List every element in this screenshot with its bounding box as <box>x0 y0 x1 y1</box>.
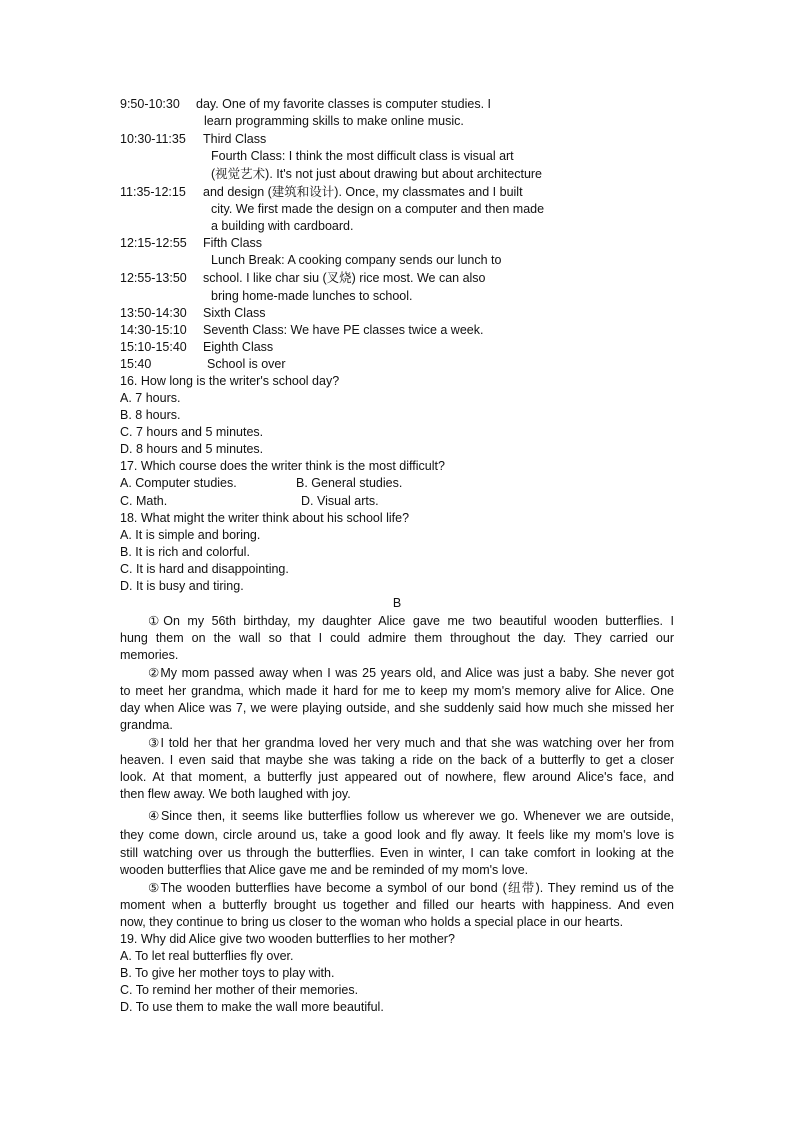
option-b: B. To give her mother toys to play with. <box>120 966 335 980</box>
option-c: C. To remind her mother of their memories. <box>120 983 359 997</box>
time-slot: 9:50-10:30 <box>120 97 180 111</box>
question-stem: 19. Why did Alice give two wooden butterflies to her mother? <box>120 932 455 946</box>
option-b: B. General studies. <box>296 476 403 490</box>
schedule-text: School is over <box>207 357 286 371</box>
section-heading: B <box>392 596 402 610</box>
paragraph-line: wooden butterflies that Alice gave me and be reminded of my mom's love. <box>120 863 529 877</box>
schedule-text: Eighth Class <box>203 340 274 354</box>
paragraph-line: day when Alice was 7, we were playing outside, and she suddenly said how much she missed her <box>120 701 674 715</box>
paragraph-line: look. At that moment, a butterfly just appeared out of nowhere, flew around Alice's face, and <box>120 770 674 784</box>
option-d: D. 8 hours and 5 minutes. <box>120 442 264 456</box>
option-d: D. Visual arts. <box>301 494 379 508</box>
schedule-text: Lunch Break: A cooking company sends our lunch to <box>211 253 502 267</box>
paragraph-line: ②My mom passed away when I was 25 years old, and Alice was just a baby. She never got <box>148 666 674 680</box>
question-stem: 18. What might the writer think about his school life? <box>120 511 410 525</box>
question-stem: 16. How long is the writer's school day? <box>120 374 340 388</box>
paragraph-line: they come down, circle around us, take a good look and fly away. It feels like my mom's love is <box>120 828 674 842</box>
paragraph-line: memories. <box>120 648 179 662</box>
paragraph-line: ③I told her that her grandma loved her very much and that she was watching over her from <box>148 736 674 750</box>
schedule-text: city. We first made the design on a computer and then made <box>211 202 545 216</box>
time-slot: 13:50-14:30 <box>120 306 187 320</box>
option-d: D. To use them to make the wall more beautiful. <box>120 1000 384 1014</box>
time-slot: 12:15-12:55 <box>120 236 187 250</box>
schedule-text: (视觉艺术). It's not just about drawing but about architecture <box>211 167 543 181</box>
time-slot: 15:10-15:40 <box>120 340 187 354</box>
schedule-text: Sixth Class <box>203 306 266 320</box>
paragraph-line: moment when a butterfly brought us together and filled our hearts with happiness. And even <box>120 898 674 912</box>
paragraph-line: hung them on the wall so that I could admire them throughout the day. They carried our <box>120 631 674 645</box>
schedule-text: Fourth Class: I think the most difficult class is visual art <box>211 149 514 163</box>
schedule-text: bring home-made lunches to school. <box>211 289 413 303</box>
paragraph-line: heaven. I even said that maybe she was taking a ride on the back of a butterfly to get a closer <box>120 753 674 767</box>
option-a: A. Computer studies. <box>120 476 237 490</box>
paragraph-line: ⑤The wooden butterflies have become a symbol of our bond (纽带). They remind us of the <box>148 881 674 895</box>
time-slot: 11:35-12:15 <box>120 185 186 199</box>
paragraph-line: now, they continue to bring us closer to the woman who holds a special place in our hearts. <box>120 915 624 929</box>
schedule-text: a building with cardboard. <box>211 219 354 233</box>
option-d: D. It is busy and tiring. <box>120 579 244 593</box>
option-c: C. 7 hours and 5 minutes. <box>120 425 264 439</box>
schedule-text: Fifth Class <box>203 236 263 250</box>
schedule-text: Third Class <box>203 132 267 146</box>
schedule-text: school. I like char siu (叉烧) rice most. We can also <box>203 271 486 285</box>
paragraph-line: then flew away. We both laughed with joy. <box>120 787 351 801</box>
schedule-text: learn programming skills to make online music. <box>204 114 464 128</box>
question-stem: 17. Which course does the writer think is the most difficult? <box>120 459 445 473</box>
option-c: C. Math. <box>120 494 168 508</box>
option-c: C. It is hard and disappointing. <box>120 562 289 576</box>
option-a: A. To let real butterflies fly over. <box>120 949 294 963</box>
paragraph-line: still watching over us through the butterflies. Even in winter, I can take comfort in looking at the <box>120 846 674 860</box>
schedule-text: Seventh Class: We have PE classes twice a week. <box>203 323 484 337</box>
time-slot: 15:40 <box>120 357 152 371</box>
schedule-text: day. One of my favorite classes is computer studies. I <box>196 97 492 111</box>
time-slot: 10:30-11:35 <box>120 132 186 146</box>
time-slot: 12:55-13:50 <box>120 271 187 285</box>
schedule-text: and design (建筑和设计). Once, my classmates and I built <box>203 185 523 199</box>
option-a: A. 7 hours. <box>120 391 181 405</box>
option-a: A. It is simple and boring. <box>120 528 261 542</box>
option-b: B. 8 hours. <box>120 408 181 422</box>
paragraph-line: ①On my 56th birthday, my daughter Alice gave me two beautiful wooden butterflies. I <box>148 614 674 628</box>
time-slot: 14:30-15:10 <box>120 323 187 337</box>
paragraph-line: grandma. <box>120 718 173 732</box>
paragraph-line: to meet her grandma, which made it hard for me to keep my mom's memory alive for Alice. One <box>120 684 674 698</box>
option-b: B. It is rich and colorful. <box>120 545 250 559</box>
paragraph-line: ④Since then, it seems like butterflies follow us wherever we go. Whenever we are outside, <box>148 809 674 823</box>
